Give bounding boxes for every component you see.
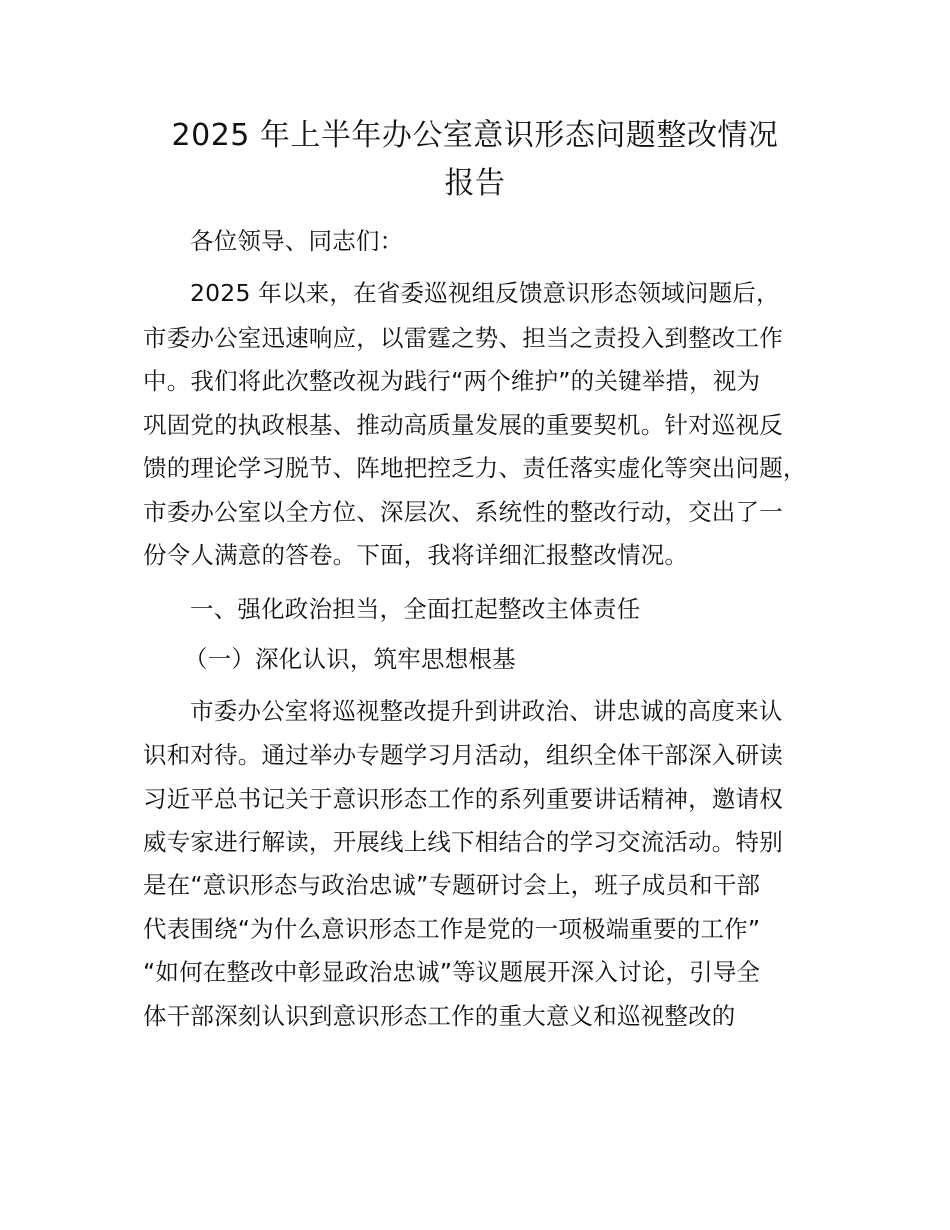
- paragraph-2-line-5: 是在“意识形态与政治忠诚”专题研讨会上，班子成员和干部: [143, 871, 761, 899]
- paragraph-1-line-6: 市委办公室以全方位、深层次、系统性的整改行动，交出了一: [143, 498, 783, 526]
- document-title: [120, 112, 830, 208]
- paragraph-2-line-3: 习近平总书记关于意识形态工作的系列重要讲话精神，邀请权: [143, 785, 783, 813]
- title-line-2: 报告: [444, 166, 506, 201]
- subsection-heading-1-1: （一）深化认识，筑牢思想根基: [184, 645, 516, 673]
- section-heading-1: 一、强化政治担当，全面扛起整改主体责任: [190, 595, 641, 623]
- paragraph-2-line-4: 威专家进行解读，开展线上线下相结合的学习交流活动。特别: [143, 828, 783, 856]
- paragraph-2-line-2: 识和对待。通过举办专题学习月活动，组织全体干部深入研读: [143, 741, 783, 769]
- paragraph-2-line-8: 体干部深刻认识到意识形态工作的重大意义和巡视整改的: [143, 1002, 736, 1030]
- paragraph-1-line-1: 2025 年以来，在省委巡视组反馈意识形态领域问题后，: [190, 279, 780, 307]
- paragraph-1-line-2: 市委办公室迅速响应，以雷霆之势、担当之责投入到整改工作: [143, 324, 783, 352]
- paragraph-1-line-7: 份令人满意的答卷。下面，我将详细汇报整改情况。: [143, 541, 689, 569]
- title-line-1: 2025 年上半年办公室意识形态问题整改情况: [171, 118, 779, 153]
- salutation: 各位领导、同志们：: [190, 227, 404, 255]
- paragraph-2-line-1: 市委办公室将巡视整改提升到讲政治、讲忠诚的高度来认: [190, 697, 783, 725]
- paragraph-1-line-4: 巩固党的执政根基、推动高质量发展的重要契机。针对巡视反: [143, 411, 783, 439]
- paragraph-2-line-7: “如何在整改中彰显政治忠诚”等议题展开深入讨论，引导全: [143, 958, 761, 986]
- paragraph-1-line-3: 中。我们将此次整改视为践行“两个维护”的关键举措，视为: [143, 367, 761, 395]
- paragraph-2-line-6: 代表围绕“为什么意识形态工作是党的一项极端重要的工作”: [143, 915, 761, 943]
- paragraph-1-line-5: 馈的理论学习脱节、阵地把控乏力、责任落实虚化等突出问题，: [143, 454, 807, 482]
